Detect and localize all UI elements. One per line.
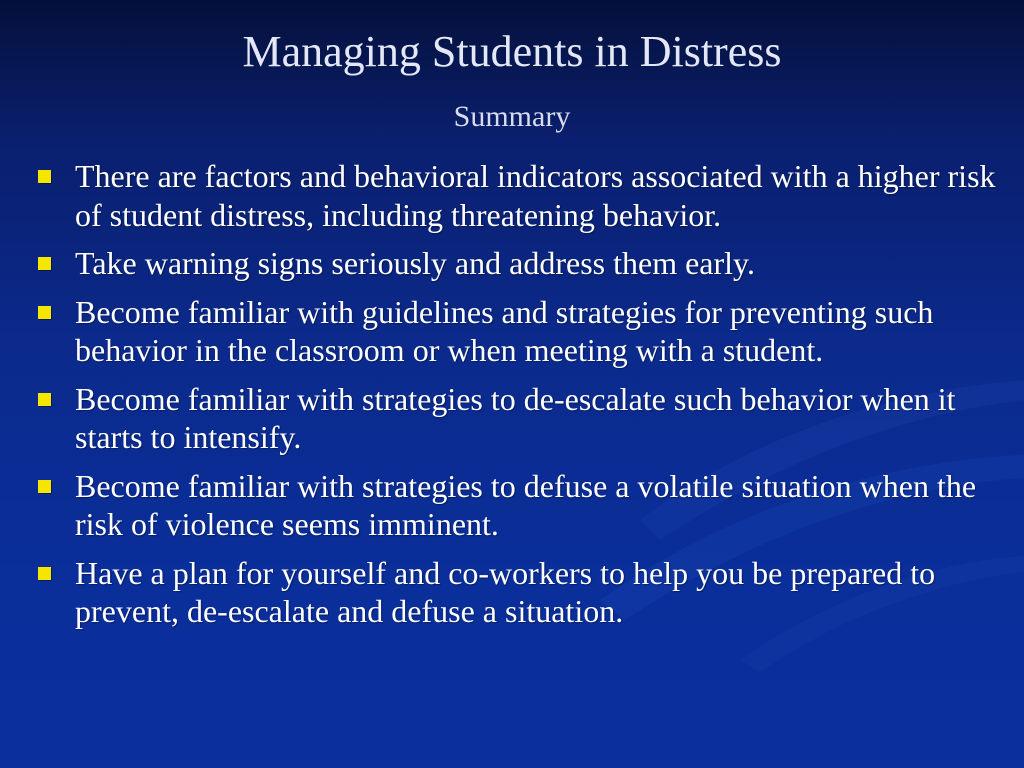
- bullet-text: Become familiar with guidelines and strategies for preventing such behavior in the classroom or when meeting with a student.: [75, 293, 934, 368]
- bullet-list: [36, 157, 1004, 641]
- bullet-text: Become familiar with strategies to de-escalate such behavior when it starts to intensify.: [75, 380, 956, 455]
- square-bullet-icon: [38, 170, 51, 183]
- bullet-text: Take warning signs seriously and address them early.: [75, 245, 755, 281]
- slide-title: Managing Students in Distress: [242, 27, 782, 76]
- bullet-item: [36, 157, 1004, 234]
- bullet-item: [36, 244, 1004, 283]
- bullet-text: Have a plan for yourself and co-workers to help you be prepared to prevent, de-escalate and defuse a situation.: [75, 554, 936, 629]
- bullet-item: [36, 293, 1004, 370]
- bullet-item: [36, 467, 1004, 544]
- bullet-text: Become familiar with strategies to defuse a volatile situation when the risk of violence seems imminent.: [75, 467, 977, 542]
- bullet-item: [36, 554, 1004, 631]
- bullet-text: There are factors and behavioral indicators associated with a higher risk of student distress, including threatening behavior.: [75, 158, 996, 233]
- square-bullet-icon: [38, 257, 51, 270]
- square-bullet-icon: [38, 393, 51, 406]
- square-bullet-icon: [38, 567, 51, 580]
- bullet-item: [36, 380, 1004, 457]
- slide-subtitle: Summary: [453, 100, 571, 133]
- square-bullet-icon: [38, 480, 51, 493]
- square-bullet-icon: [38, 306, 51, 319]
